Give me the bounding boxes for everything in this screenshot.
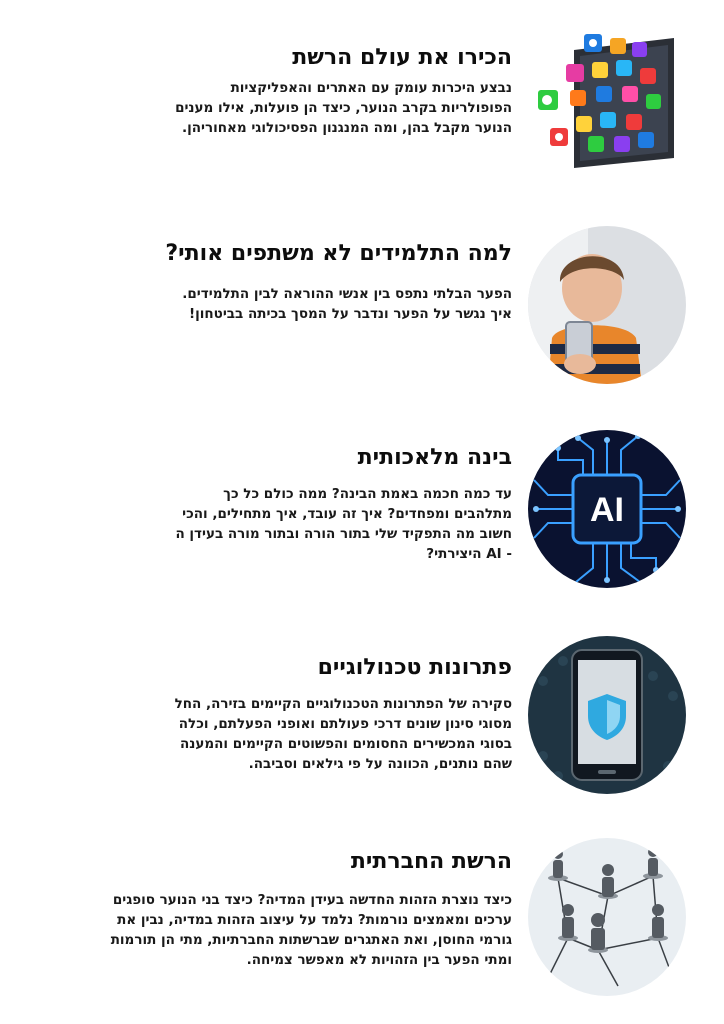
ai-chip-icon [528,430,686,588]
description-line: כיצד נוצרת הזהות החדשה בעידן המדיה? כיצד בני הנוער סופגים [112,892,512,908]
description-line: הפופולריות בקרב הנוער, כיצד הן פועלות, אילו מענים [175,100,512,116]
section-description [175,694,512,774]
section-description [111,890,512,970]
description-line: עד כמה חכמה באמת הבינה? ממה כולם כל כך [223,486,512,502]
description-line: ערכים ומאמצים נורמות? נלמד על עיצוב הזהות במדיה, נבין את [117,912,512,928]
section-title: הרשת החברתית [350,849,512,874]
description-line: ומתי הפער בין הזהויות לא מאפשר צמיחה. [246,952,512,968]
description-line: מסוגי סינון שונים דרכי פעולתם ואופני הפעלתם, וכלה [178,716,512,732]
description-line: חשוב מה התפקיד שלי בתור הורה ובתור מורה בעידן ה [175,526,512,542]
description-line: שהם נותנים, הכוונה על פי גילאים וסביבה. [248,756,512,772]
description-line: הנוער מקבל בהן, ומה המנגנון הפסיכולוגי מאחוריהן. [181,120,512,136]
chip-label: AI [590,491,624,529]
section-title: הכירו את עולם הרשת [292,45,512,70]
description-line: איך נגשר על הפער ונדבר על המסך בכיתה בביטחון! [188,306,512,322]
description-line: נבצע היכרות עומק עם האתרים והאפליקציות [230,80,512,96]
description-line: הפער הבלתי נתפס בין אנשי ההוראה לבין התלמידים. [182,286,512,302]
section-title: פתרונות טכנולוגיים [317,655,512,680]
apps-tablet-icon [534,28,684,176]
description-line: - AI היצירתי? [426,546,512,562]
phone-shield-icon [528,636,686,794]
boy-with-phone-photo [528,226,686,384]
description-line: בסוגי המכשירים החסומים והפשוטים הקיימים והמענה [179,736,512,752]
section-description [175,484,512,564]
section-title: בינה מלאכותית [357,445,512,470]
description-line: סקירה של הפתרונות הטכנולוגיים הקיימים בזירה, החל [174,696,512,712]
description-line: גורמי החוסן, ואת האתגרים שברשתות החברתיות, מתי הן תורמות [110,932,512,948]
description-line: מתלהבים ומפחדים? איך זה עובד, איך מתחילים, והכי [182,506,512,522]
section-title: למה התלמידים לא משתפים אותי? [165,241,512,266]
social-network-icon [528,838,686,996]
section-description [182,284,512,324]
section-description [175,78,512,138]
